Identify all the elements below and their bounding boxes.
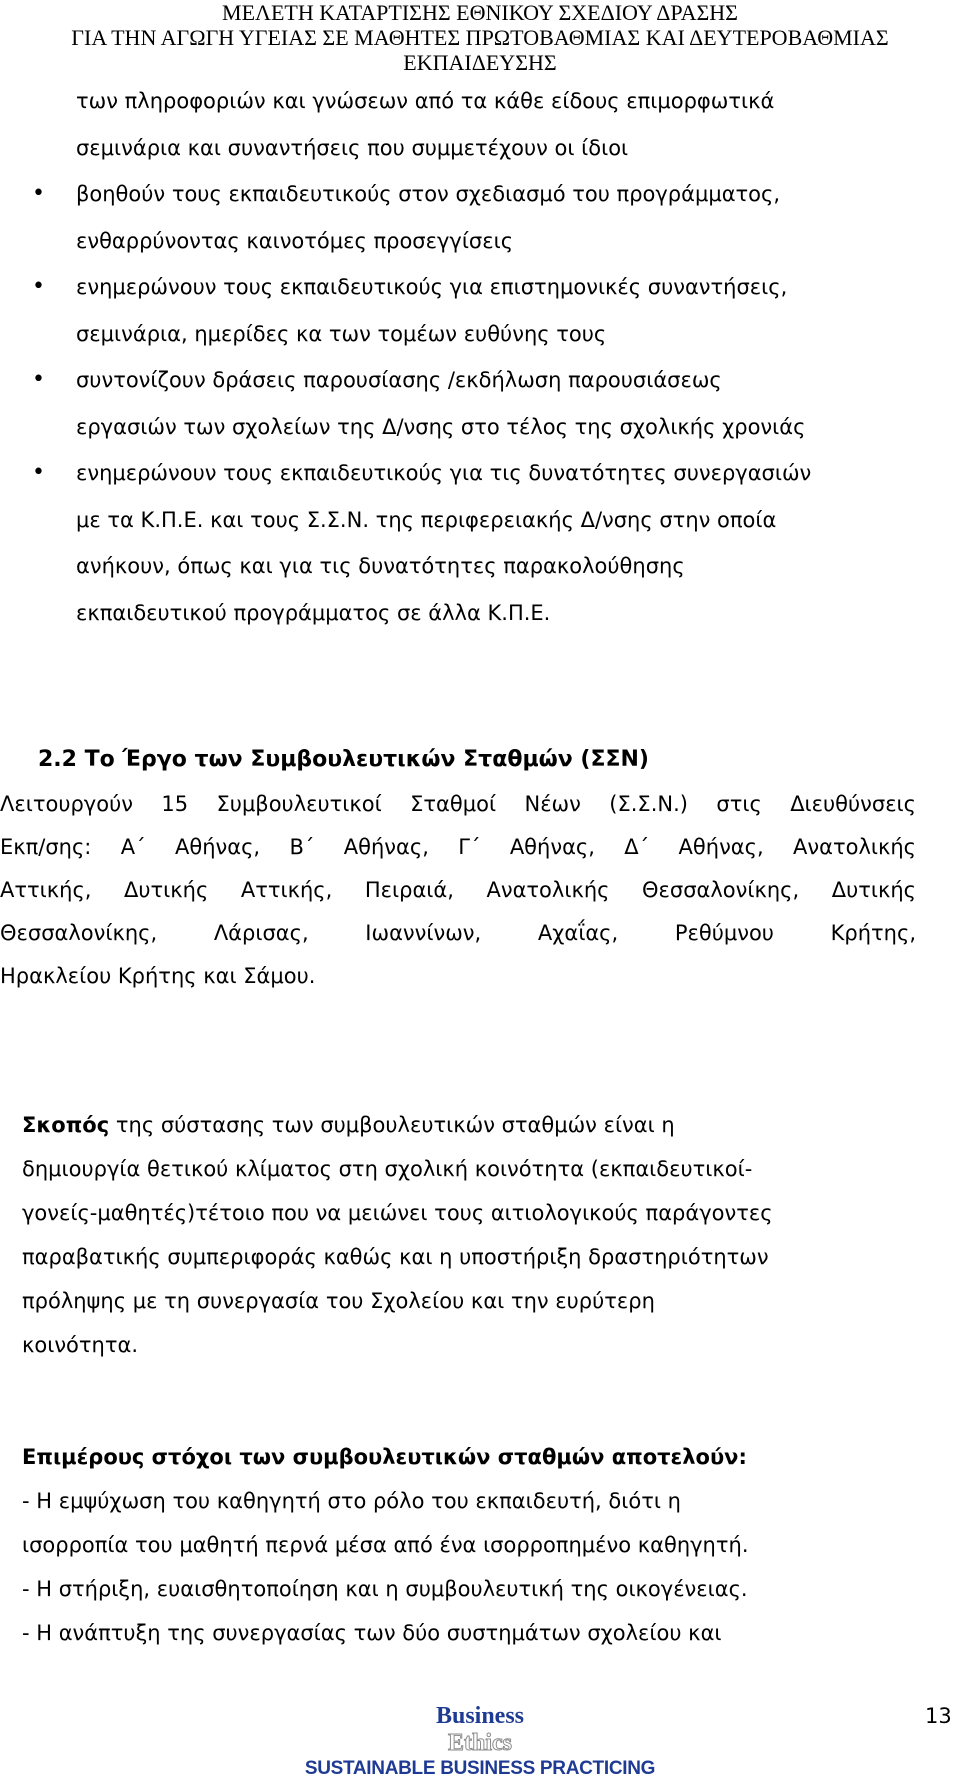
footer-logo <box>260 1702 700 1782</box>
list-item <box>32 171 957 264</box>
bullet-line: εργασιών των σχολείων της Δ/νσης στο τέλος της σχολικής χρονιάς <box>76 414 806 439</box>
purpose-line: γονείς-μαθητές)τέτοιο που να μειώνει τους αιτιολογικούς παράγοντες <box>22 1201 773 1225</box>
purpose-line: δημιουργία θετικού κλίματος στη σχολική κοινότητα (εκπαιδευτικοί- <box>22 1157 753 1181</box>
purpose-line: πρόληψης με τη συνεργασία του Σχολείου και την ευρύτερη <box>22 1289 655 1313</box>
section-body <box>0 783 916 998</box>
goals-line: - Η στήριξη, ευαισθητοποίηση και η συμβουλευτική της οικογένειας. <box>22 1577 748 1601</box>
section-title: 2.2 Το Έργο των Συμβουλευτικών Σταθμών (ΣΣΝ) <box>38 747 649 772</box>
section-line: Αττικής, Δυτικής Αττικής, Πειραιά, Ανατολικής Θεσσαλονίκης, Δυτικής <box>0 878 916 902</box>
brand-ethics: Ethics <box>447 1730 512 1756</box>
section-line: Λειτουργούν 15 Συμβουλευτικοί Σταθμοί Νέων (Σ.Σ.Ν.) στις Διευθύνσεις <box>0 792 916 816</box>
bullet-list <box>32 78 957 636</box>
bullet-line: ανήκουν, όπως και για τις δυνατότητες παρακολούθησης <box>76 554 685 578</box>
bullet-line: των πληροφοριών και γνώσεων από τα κάθε είδους επιμορφωτικά <box>76 89 775 113</box>
page-header <box>0 0 960 75</box>
goals-heading: Επιμέρους στόχοι των συμβουλευτικών σταθμών αποτελούν: <box>22 1445 747 1469</box>
brand-business: Business <box>435 1703 525 1729</box>
section-line: Εκπ/σης: Α΄ Αθήνας, Β΄ Αθήνας, Γ΄ Αθήνας, Δ΄ Αθήνας, Ανατολικής <box>0 835 916 859</box>
bullet-line: με τα Κ.Π.Ε. και τους Σ.Σ.Ν. της περιφερειακής Δ/νσης στην οποία <box>76 507 777 532</box>
page-number: 13 <box>925 1704 952 1728</box>
section-line: Θεσσαλονίκης, Λάρισας, Ιωαννίνων, Αχαΐας, Ρεθύμνου Κρήτης, <box>0 921 916 945</box>
bullet-line: εκπαιδευτικού προγράμματος σε άλλα Κ.Π.Ε. <box>76 600 551 625</box>
goals-line: - Η ανάπτυξη της συνεργασίας των δύο συστημάτων σχολείου και <box>22 1621 722 1645</box>
bullet-line: • ενημερώνουν τους εκπαιδευτικούς για τις δυνατότητες συνεργασιών <box>76 461 812 485</box>
list-item <box>32 357 957 450</box>
purpose-paragraph <box>22 1103 922 1367</box>
purpose-line: κοινότητα. <box>22 1333 139 1357</box>
list-item <box>32 450 957 636</box>
purpose-line: παραβατικής συμπεριφοράς καθώς και η υποστήριξη δραστηριότητων <box>22 1245 769 1269</box>
section-line: Ηρακλείου Κρήτης και Σάμου. <box>0 964 316 988</box>
list-item <box>32 78 957 171</box>
purpose-label: Σκοπός <box>22 1113 110 1137</box>
header-line-2: ΓΙΑ ΤΗΝ ΑΓΩΓΗ ΥΓΕΙΑΣ ΣΕ ΜΑΘΗΤΕΣ ΠΡΩΤΟΒΑΘΜΙΑΣ ΚΑΙ ΔΕΥΤΕΡΟΒΑΘΜΙΑΣ <box>71 25 889 50</box>
goals-line: - Η εμψύχωση του καθηγητή στο ρόλο του εκπαιδευτή, διότι η <box>22 1489 681 1513</box>
purpose-line: της σύστασης των συμβουλευτικών σταθμών είναι η <box>109 1113 675 1137</box>
bullet-line: ενθαρρύνοντας καινοτόμες προσεγγίσεις <box>76 228 514 253</box>
brand-tagline: SUSTAINABLE BUSINESS PRACTICING <box>304 1758 656 1779</box>
bullet-line: • ενημερώνουν τους εκπαιδευτικούς για επιστημονικές συναντήσεις, <box>76 275 788 299</box>
goals-line: ισορροπία του μαθητή περνά μέσα από ένα ισορροπημένο καθηγητή. <box>22 1533 749 1557</box>
bullet-line: • βοηθούν τους εκπαιδευτικούς στον σχεδιασμό του προγράμματος, <box>76 182 781 206</box>
bullet-line: σεμινάρια και συναντήσεις που συμμετέχουν οι ίδιοι <box>76 135 629 160</box>
header-line-1: ΜΕΛΕΤΗ ΚΑΤΑΡΤΙΣΗΣ ΕΘΝΙΚΟΥ ΣΧΕΔΙΟΥ ΔΡΑΣΗΣ <box>222 0 738 25</box>
bullet-line: σεμινάρια, ημερίδες κα των τομέων ευθύνης τους <box>76 321 607 346</box>
header-line-3: ΕΚΠΑΙΔΕΥΣΗΣ <box>403 50 557 75</box>
list-item <box>32 264 957 357</box>
bullet-line: • συντονίζουν δράσεις παρουσίασης /εκδήλωση παρουσιάσεως <box>76 368 722 392</box>
goals-paragraph <box>22 1435 922 1655</box>
